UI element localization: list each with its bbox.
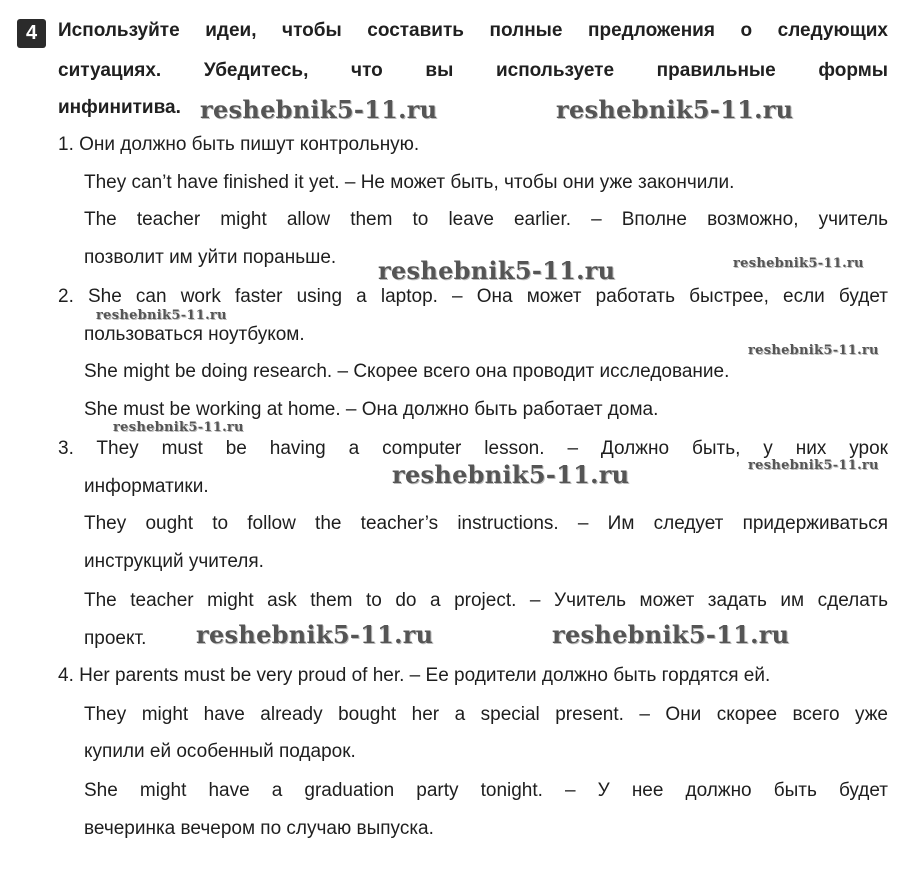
instruction-line-2: ситуациях. Убедитесь, что вы используете правильные формы — [58, 60, 888, 81]
item-2-heading-line-2: пользоваться ноутбуком. — [84, 324, 305, 345]
watermark: reshebnik5-11.ru — [96, 308, 227, 323]
instruction-line-3: инфинитива. — [58, 97, 181, 118]
watermark: reshebnik5-11.ru — [200, 95, 438, 124]
item-1-answer-1: They can’t have finished it yet. – Не может быть, чтобы они уже закончили. — [84, 172, 735, 193]
item-1-heading: 1. Они должно быть пишут контрольную. — [58, 134, 420, 155]
item-3-heading-line-1: 3. They must be having a computer lesson. – Должно быть, у них урок — [58, 438, 888, 459]
exercise-number-badge: 4 — [17, 19, 46, 48]
watermark: reshebnik5-11.ru — [392, 460, 630, 489]
item-4-answer-2-line-1: She might have a graduation party tonight. – У нее должно быть будет — [84, 780, 888, 801]
item-2-answer-2: She must be working at home. – Она должно быть работает дома. — [84, 399, 659, 420]
item-3-answer-2-line-2: проект. — [84, 628, 147, 649]
item-1-answer-2-line-2: позволит им уйти пораньше. — [84, 247, 337, 268]
watermark: reshebnik5-11.ru — [552, 620, 790, 649]
item-4-heading: 4. Her parents must be very proud of her. – Ее родители должно быть гордятся ей. — [58, 665, 771, 686]
item-3-answer-1-line-1: They ought to follow the teacher’s instructions. – Им следует придерживаться — [84, 513, 888, 534]
item-3-answer-1-line-2: инструкций учителя. — [84, 551, 264, 572]
item-3-answer-2-line-1: The teacher might ask them to do a project. – Учитель может задать им сделать — [84, 590, 888, 611]
item-3-heading-line-2: информатики. — [84, 476, 209, 497]
instruction-line-1: Используйте идеи, чтобы составить полные предложения о следующих — [58, 20, 888, 41]
item-1-answer-2-line-1: The teacher might allow them to leave earlier. – Вполне возможно, учитель — [84, 209, 888, 230]
item-2-answer-1: She might be doing research. – Скорее всего она проводит исследование. — [84, 361, 730, 382]
watermark: reshebnik5-11.ru — [113, 420, 244, 435]
item-4-answer-1-line-2: купили ей особенный подарок. — [84, 741, 356, 762]
watermark: reshebnik5-11.ru — [556, 95, 794, 124]
watermark: reshebnik5-11.ru — [196, 620, 434, 649]
watermark: reshebnik5-11.ru — [378, 256, 616, 285]
item-4-answer-1-line-1: They might have already bought her a special present. – Они скорее всего уже — [84, 704, 888, 725]
watermark: reshebnik5-11.ru — [748, 458, 879, 473]
item-2-heading-line-1: 2. She can work faster using a laptop. – Она может работать быстрее, если будет — [58, 286, 888, 307]
watermark: reshebnik5-11.ru — [733, 256, 864, 271]
item-4-answer-2-line-2: вечеринка вечером по случаю выпуска. — [84, 818, 434, 839]
watermark: reshebnik5-11.ru — [748, 343, 879, 358]
